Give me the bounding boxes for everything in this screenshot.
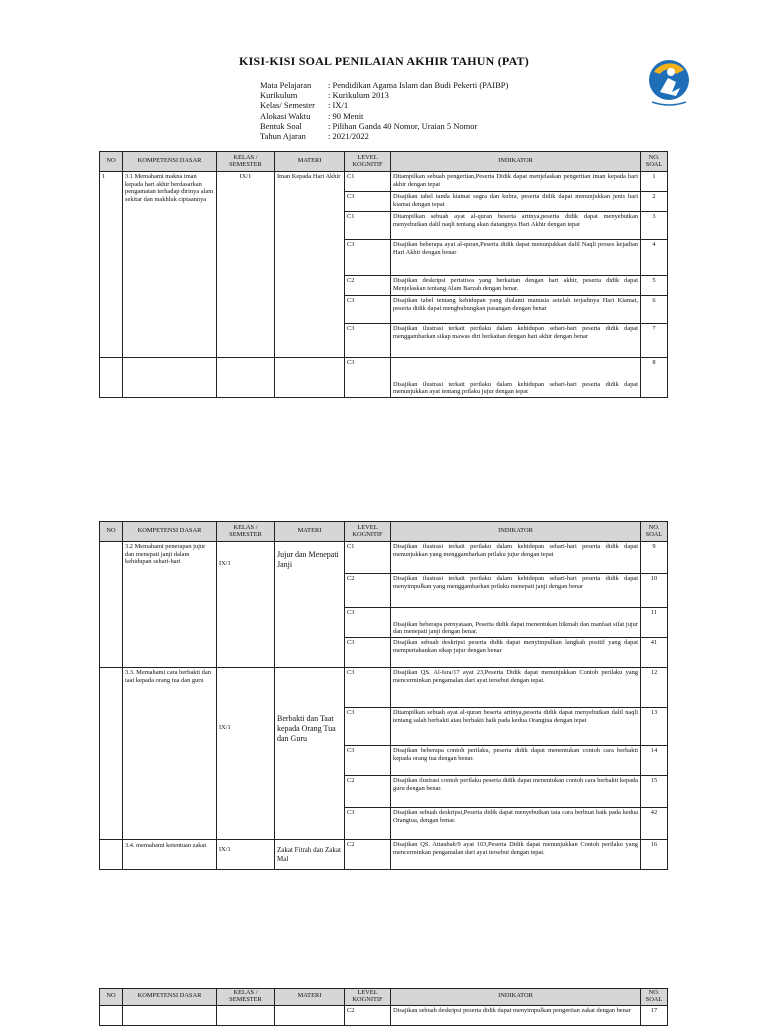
kisi-table-1 (99, 151, 668, 398)
meta-row-alokasi: Alokasi Waktu : 90 Menit (260, 110, 364, 121)
table-header: NO KOMPETENSI DASAR KELAS / SEMESTER MATERI LEVEL KOGNITIF INDIKATOR NO. SOAL (100, 152, 668, 172)
table-row (100, 1005, 668, 1025)
meta-row-tahun: Tahun Ajaran : 2021/2022 (260, 131, 369, 142)
soal-cell: 4 (641, 240, 668, 276)
soal-cell: 11 (641, 608, 668, 638)
kelas-cell: IX/1 (217, 172, 275, 358)
soal-cell: 16 (641, 840, 668, 870)
indikator-cell: Disajikan deskripsi peristiwa yang berkaitan dengan hari akhir, peserta didik dapat Menjelaskan tentang Alam Barzah dengan benar. (391, 276, 641, 296)
soal-cell: 3 (641, 212, 668, 240)
level-cell: C3 (345, 358, 391, 398)
indikator-cell: Disajikan sebuah deskripsi,Peserta didik dapat menyebutkan tata cara berbuat baik pada kedua Orangtua, dengan benar. (391, 808, 641, 840)
level-cell: C1 (345, 172, 391, 192)
indikator-cell: Disajikan ilustrasi contoh perilaku peserta didik dapat menentukan contoh cara berbakti kepada guru dengan benar. (391, 776, 641, 808)
indikator-cell: Disajikan QS. Al-Isra/17 ayat 23,Peserta Didik dapat menunjukkan Contoh perilaku yang mencerminkan pengamalan dari ayat tersebut dengan tepat. (391, 668, 641, 708)
indikator-cell: Disajikan ilustrasi terkait perilaku dalam kehidupan sehari-hari peserta didik dapat menunjukkan yang menggambarkan prilaku jujur dengan tepat (391, 542, 641, 574)
table-row (100, 542, 668, 574)
indikator-cell: Disajikan beberapa ayat al-quran,Peserta didik dapat menunjukkan dalil Naqli proses kejadian Hari Akhir dengan benar (391, 240, 641, 276)
soal-cell: 42 (641, 808, 668, 840)
soal-cell: 41 (641, 638, 668, 668)
indikator-cell: Disajikan QS. Attaubah/9 ayat 103,Peserta Didik dapat menunjukkan Contoh perilaku yang mencerminkan pengamalan dari ayat tersebut dengan tepat. (391, 840, 641, 870)
soal-cell: 12 (641, 668, 668, 708)
indikator-cell: Disajikan ilustrasi terkait perilaku dalam kehidupan sehari-hari peserta didik dapat menunjukkan ayat tentang prilaku jujur dengan tepat (391, 358, 641, 398)
level-cell: C2 (345, 840, 391, 870)
soal-cell: 7 (641, 324, 668, 358)
soal-cell: 17 (641, 1005, 668, 1025)
document-meta (260, 80, 508, 141)
soal-cell: 2 (641, 192, 668, 212)
meta-row-kelas: Kelas/ Semester : IX/1 (260, 100, 349, 111)
kurikulum-2013-logo-icon (646, 58, 692, 110)
meta-row-mapel: Mata Pelajaran : Pendidikan Agama Islam dan Budi Pekerti (PAIBP) (260, 80, 509, 90)
materi-cell: Berbakti dan Taat kepada Orang Tua dan Guru (275, 668, 345, 840)
kisi-table-2 (99, 521, 668, 870)
table-row (100, 840, 668, 870)
level-cell: C2 (345, 276, 391, 296)
soal-cell: 8 (641, 358, 668, 398)
indikator-cell: Ditampilkan sebuah ayat al-quran beserta artinya,peserta didik dapat menyebutkan menyebutkan dalil naqli tentang akan datangnya Hari Akhir dengan tepat (391, 212, 641, 240)
table-header: NO KOMPETENSI DASAR KELAS / SEMESTER MATERI LEVEL KOGNITIF INDIKATOR NO. SOAL (100, 522, 668, 542)
kisi-table-3 (99, 988, 668, 1026)
soal-cell: 6 (641, 296, 668, 324)
soal-cell: 13 (641, 708, 668, 746)
meta-row-bentuk: Bentuk Soal : Pilihan Ganda 40 Nomor, Uraian 5 Nomor (260, 120, 478, 131)
soal-cell: 1 (641, 172, 668, 192)
indikator-cell: Disajikan sebuah deskripsi peserta didik dapat menyimpulkan langkah positif yang dapat mempertahankan sikap jujur dengan benar (391, 638, 641, 668)
kompetensi-dasar-cell: 3.3. Memahami cara berbakti dan taat kepada orang tua dan guru (123, 668, 217, 840)
level-cell: C3 (345, 808, 391, 840)
level-cell: C1 (345, 542, 391, 574)
soal-cell: 10 (641, 574, 668, 608)
indikator-cell: Ditampilkan sebuah ayat al-quran beserta artinya,peserta didik dapat menyebutkan dalil naqli tentang salah berbakti atau berbakti baik pada kedua Orangtua dengan tepat (391, 708, 641, 746)
kelas-cell: IX/1 (217, 542, 275, 668)
level-cell: C3 (345, 240, 391, 276)
indikator-cell: Disajikan ilustrasi terkait perilaku dalam kehidupan sehari-hari peserta didik dapat menyimpulkan yang menggambarkan prilaku menepati janji dengan benar (391, 574, 641, 608)
indikator-cell: Disajikan ilustrasi terkait perilaku dalam kehidupan sehari-hari peserta didik dapat menggambarkan sikap mawas diri berkaitan dengan hari akhir dengan benar (391, 324, 641, 358)
soal-cell: 9 (641, 542, 668, 574)
indikator-cell: Disajikan tabel tanda kiamat sugra dan kubra, peserta didik dapat menunjukkan jenis hari kiamat dengan tepat (391, 192, 641, 212)
level-cell: C3 (345, 608, 391, 638)
level-cell: C3 (345, 746, 391, 776)
indikator-cell: Disajikan beberapa pernyataan, Peserta didik dapat menentukan hikmah dan manfaat sifat jujur dan menepati janji dengan benar. (391, 608, 641, 638)
indikator-cell: Disajikan tabel tentang kehidupan yang dialami manusia setelah terjadinya Hari Kiamat, peserta didik dapat menghubungkan pasangan dengan benar (391, 296, 641, 324)
level-cell: C3 (345, 708, 391, 746)
level-cell: C2 (345, 574, 391, 608)
level-cell: C3 (345, 324, 391, 358)
level-cell: C3 (345, 668, 391, 708)
level-cell: C2 (345, 1005, 391, 1025)
materi-cell: Zakat Fitrah dan Zakat Mal (275, 840, 345, 870)
meta-row-kurikulum: Kurikulum : Kurikulum 2013 (260, 90, 389, 101)
soal-cell: 15 (641, 776, 668, 808)
kelas-cell: IX/1 (217, 840, 275, 870)
page-title: KISI-KISI SOAL PENILAIAN AKHIR TAHUN (PAT) (239, 54, 529, 68)
kompetensi-dasar-cell: 3.2 Memahami penerapan jujur dan menepati janji dalam kehidupan sehari-hari (123, 542, 217, 668)
kompetensi-dasar-cell: 3.1 Memahami makna iman kepada hari akhir berdasarkan pengamatan terhadap dirinya alam sekitar dan makhluk ciptaannya (123, 172, 217, 358)
level-cell: C2 (345, 776, 391, 808)
level-cell: C3 (345, 638, 391, 668)
table-header: NO KOMPETENSI DASAR KELAS / SEMESTER MATERI LEVEL KOGNITIF INDIKATOR NO. SOAL (100, 989, 668, 1006)
table-row (100, 172, 668, 192)
table-row (100, 358, 668, 398)
soal-cell: 5 (641, 276, 668, 296)
level-cell: C3 (345, 192, 391, 212)
level-cell: C1 (345, 212, 391, 240)
soal-cell: 14 (641, 746, 668, 776)
materi-cell: Iman Kepada Hari Akhir (275, 172, 345, 358)
indikator-cell: Ditampilkan sebuah pengertian,Peserta Didik dapat menjelaskan pengertian iman kepada hari akhir dengan tepat (391, 172, 641, 192)
indikator-cell: Disajikan beberapa contoh perilaku, peserta didik dapat menentukan contoh cara berbakti kepada orang tua dengan benar. (391, 746, 641, 776)
no-cell: 1 (100, 172, 123, 358)
level-cell: C3 (345, 296, 391, 324)
indikator-cell: Disajikan sebuah deskripsi peserta didik dapat menyimpulkan pengertian zakat dengan benar (391, 1005, 641, 1025)
materi-cell: Jujur dan Menepati Janji (275, 542, 345, 668)
kompetensi-dasar-cell: 3.4. memahami ketentuan zakat (123, 840, 217, 870)
table-row (100, 668, 668, 708)
kelas-cell: IX/1 (217, 668, 275, 840)
